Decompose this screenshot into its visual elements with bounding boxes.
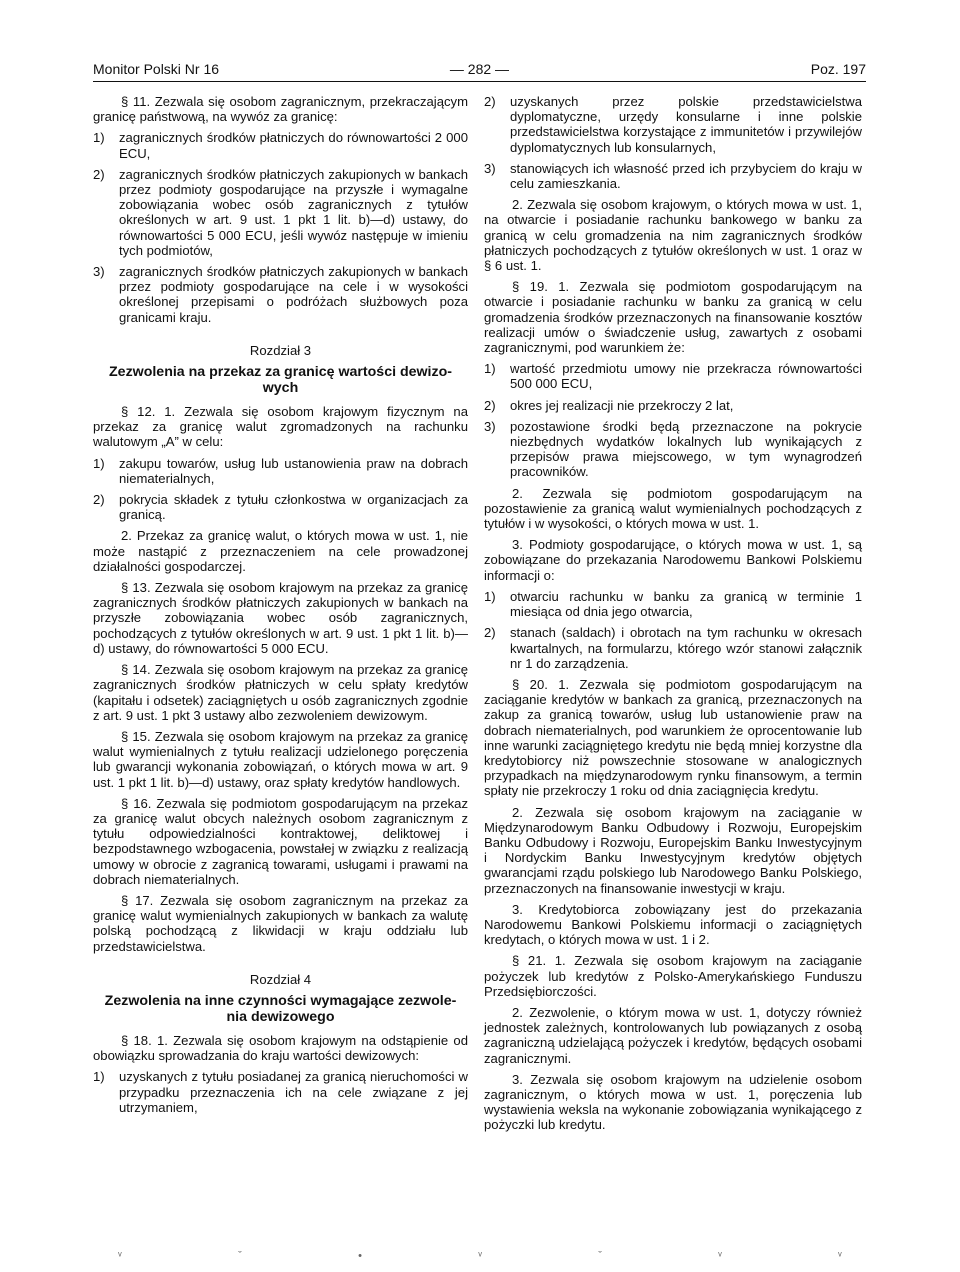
list-item-number: 1) bbox=[484, 361, 496, 377]
paragraph: § 20. 1. Zezwala się podmiotom gospodarującym na zaciąganie kredytów w bankach za granicą, przeznaczonych na zakup za granicą towarów, usług lub ustanowienie praw na dobrach niematerialnych, pod warunkiem że oprocentowanie lub inne warunki zaciągniętego kredytu nie będą mniej korzystne dla kredytobiorcy niż powszechnie stosowane w analogicznych przypadkach na międzynarodowym rynku finansowym, a termin spłaty nie przekroczy 1 roku od dnia zaciągnięcia kredytu. bbox=[484, 676, 862, 799]
paragraph: § 17. Zezwala się osobom zagranicznym na przekaz za granicę walut wymienialnych zakupionych w bankach za walutę polską pochodzącą z likwidacji w kraju oddziału lub przedstawicielstwa. bbox=[93, 892, 468, 954]
paragraph: § 14. Zezwala się osobom krajowym na przekaz za granicę zagranicznych środków płatniczych w celu spłaty kredytów (kapitału i odsetek) zaciągniętych u osób zagranicznych zgodnie z art. 9 ust. 1 pkt 3 ustawy albo zezwoleniem dewizowym. bbox=[93, 662, 468, 723]
list-item-text: stanach (saldach) i obrotach na tym rachunku w okresach kwartalnych, na formularzu, którego wzór stanowi załącznik nr 1 do zarządzenia. bbox=[510, 625, 862, 671]
chapter-title bbox=[93, 993, 468, 1025]
scan-mark: ᵛ bbox=[118, 1250, 122, 1262]
scan-mark: ˇ bbox=[598, 1250, 602, 1262]
list-item-text: zagranicznych środków płatniczych do równowartości 2 000 ECU, bbox=[119, 130, 468, 161]
chapter-label: Rozdział 4 bbox=[249, 971, 312, 987]
list-item-number: 2) bbox=[484, 94, 496, 109]
left-column bbox=[93, 94, 468, 1121]
paragraph: § 15. Zezwala się osobom krajowym na przekaz za granicę walut wymienialnych z tytułu realizacji udzielonego poręczenia lub gwarancji wykonania zobowiązań, o których mowa w art. 9 ust. 1 pkt 1 lit. b)—d) ustawy, oraz spłaty kredytów handlowych. bbox=[93, 728, 468, 790]
scan-mark: ᵛ bbox=[478, 1250, 482, 1262]
list-item bbox=[93, 167, 468, 258]
paragraph: § 21. 1. Zezwala się osobom krajowym na zaciąganie pożyczek lub kredytów z Polsko-Amerykańskiego Funduszu Przedsiębiorczości. bbox=[484, 953, 862, 999]
chapter-title-line: wych bbox=[262, 380, 299, 397]
scan-mark: ᵛ bbox=[838, 1250, 842, 1262]
paragraph: 2. Zezwolenie, o którym mowa w ust. 1, dotyczy również jednostek zależnych, kontrolowanych lub powiązanych z osobą zagraniczną udzielającą pożyczek i kredytów, będących osobami zagranicznymi. bbox=[484, 1004, 862, 1066]
list-item-text: stanowiących ich własność przed ich przybyciem do kraju w celu zamieszkania. bbox=[510, 160, 862, 192]
list-item bbox=[93, 1069, 468, 1115]
scan-mark: ˇ bbox=[238, 1250, 242, 1262]
header-rule bbox=[93, 81, 866, 82]
list-item-text: uzyskanych z tytułu posiadanej za granicą nieruchomości w przypadku przeznaczenia ich na cele związane z jej utrzymaniem, bbox=[119, 1069, 468, 1115]
publication-title: Monitor Polski Nr 16 bbox=[93, 61, 220, 77]
paragraph: 2. Przekaz za granicę walut, o których mowa w ust. 1, nie może nastąpić z przeznaczeniem na cele prowadzonej działalności gospodarczej. bbox=[93, 528, 468, 574]
list-item bbox=[484, 94, 862, 155]
list-item bbox=[484, 625, 862, 671]
list-item bbox=[484, 419, 862, 480]
list-item bbox=[93, 264, 468, 325]
list-item-number: 1) bbox=[93, 455, 105, 471]
chapter-title-line: Zezwolenia na przekaz za granicę wartości dewizo- bbox=[109, 364, 452, 381]
scan-mark: ᵛ bbox=[718, 1250, 722, 1262]
list-item bbox=[93, 130, 468, 160]
paragraph: § 16. Zezwala się podmiotom gospodarującym na przekaz za granicę walut obcych należnych osobom zagranicznym z tytułu odpowiedzialności kontraktowej, deliktowej i bezpodstawnego wzbogacenia, powstałej w związku z realizacją umowy w obrocie z zagranicą towarami, usługami i prawami na dobrach niematerialnych. bbox=[93, 795, 468, 887]
list-item-number: 3) bbox=[484, 418, 496, 434]
list-item bbox=[93, 492, 468, 522]
list-item bbox=[93, 456, 468, 486]
chapter-label: Rozdział 3 bbox=[249, 342, 312, 358]
chapter-title bbox=[93, 364, 468, 396]
list-item-number: 2) bbox=[93, 492, 105, 508]
list-item bbox=[484, 161, 862, 191]
list-item bbox=[484, 589, 862, 619]
scan-marks bbox=[60, 1250, 900, 1266]
list-item-number: 2) bbox=[484, 397, 496, 413]
list-item-number: 1) bbox=[93, 1069, 105, 1085]
position-number: Poz. 197 bbox=[810, 61, 866, 77]
list-item-text: otwarciu rachunku w banku za granicą w terminie 1 miesiąca od dnia jego otwarcia, bbox=[510, 588, 862, 620]
paragraph: § 19. 1. Zezwala się podmiotom gospodarującym na otwarcie i posiadanie rachunku w banku za granicą w celu gromadzenia środków przeznaczonych na finansowanie kosztów realizacji umów o świadczenie usług, zawartych z osobami zagranicznymi, pod warunkiem że: bbox=[484, 279, 862, 356]
list-item bbox=[484, 361, 862, 391]
paragraph: 2. Zezwala się podmiotom gospodarującym na pozostawienie za granicą walut wymienialnych pochodzących z tytułów i w wysokości, o których mowa w ust. 1. bbox=[484, 485, 862, 532]
list-item-number: 2) bbox=[484, 625, 496, 641]
paragraph: § 11. Zezwala się osobom zagranicznym, przekraczającym granicę państwową, na wywóz za granicę: bbox=[93, 94, 468, 125]
chapter-title-line: Zezwolenia na inne czynności wymagające zezwole- bbox=[104, 992, 457, 1009]
list-item-number: 2) bbox=[93, 166, 105, 182]
paragraph: 2. Zezwala się osobom krajowym, o których mowa w ust. 1, na otwarcie i posiadanie rachunku bankowego w banku za granicą w celu gromadzenia na nim zagranicznych środków płatniczych pochodzących z tytułów określonych w ust. 1 oraz w § 6 ust. 1. bbox=[484, 197, 862, 274]
paragraph: 3. Kredytobiorca zobowiązany jest do przekazania Narodowemu Bankowi Polskiemu informacji o zaciągniętych kredytach, o których mowa w ust. 1 i 2. bbox=[484, 901, 862, 948]
list-item-text: wartość przedmiotu umowy nie przekracza równowartości 500 000 ECU, bbox=[510, 361, 862, 392]
list-item-number: 1) bbox=[93, 130, 105, 146]
list-item-text: pokrycia składek z tytułu członkostwa w organizacjach za granicą. bbox=[119, 492, 468, 523]
paragraph: 2. Zezwala się osobom krajowym na zaciąganie w Międzynarodowym Banku Odbudowy i Rozwoju, Europejskim Banku Odbudowy i Rozwoju, Europejskim Banku Inwestycyjnym i Nordyckim Banku Inwestycyjnym kredytów objętych gwarancjami rządu polskiego lub Narodowego Banku Polskiego, przeznaczonych na finansowanie inwestycji w kraju. bbox=[484, 804, 862, 896]
list-item-text: zakupu towarów, usług lub ustanowienia praw na dobrach niematerialnych, bbox=[119, 455, 468, 486]
page-number: — 282 — bbox=[449, 61, 510, 77]
list-item-text: okres jej realizacji nie przekroczy 2 lat, bbox=[510, 397, 734, 413]
list-item-text: zagranicznych środków płatniczych zakupionych w bankach przez podmioty gospodarujące na cele i w wysokości określonej przepisami o podróżach służbowych poza granicami kraju. bbox=[119, 264, 468, 325]
paragraph: § 18. 1. Zezwala się osobom krajowym na odstąpienie od obowiązku sprowadzania do kraju wartości dewizowych: bbox=[93, 1032, 468, 1064]
right-column bbox=[484, 94, 862, 1139]
page-header bbox=[93, 58, 866, 80]
list-item-text: zagranicznych środków płatniczych zakupionych w bankach przez podmioty gospodarujące na przyszłe i wymagalne zobowiązania wobec osób zagranicznych z tytułów określonych w art. 9 ust. 1 pkt 1 lit. b)—d) ustawy, do równowartości 5 000 ECU, jeśli wywóz następuje w imieniu tych podmiotów, bbox=[119, 166, 468, 258]
scan-mark: • bbox=[358, 1250, 362, 1262]
chapter-title-line: nia dewizowego bbox=[226, 1008, 335, 1025]
paragraph: § 13. Zezwala się osobom krajowym na przekaz za granicę zagranicznych środków płatniczych zakupionych w bankach na przyszłe zobowiązania wobec osób zagranicznych, pochodzących z tytułów określonych w art. 9 ust. 1 pkt 1 lit. b)—d) ustawy, do równowartości 5 000 ECU. bbox=[93, 580, 468, 656]
paragraph: § 12. 1. Zezwala się osobom krajowym fizycznym na przekaz za granicę walut zgromadzonych na rachunku walutowym „A” w celu: bbox=[93, 404, 468, 450]
list-item-number: 3) bbox=[484, 160, 496, 176]
list-item-number: 1) bbox=[484, 588, 496, 604]
paragraph: 3. Podmioty gospodarujące, o których mowa w ust. 1, są zobowiązane do przekazania Narodowemu Bankowi Polskiemu informacji o: bbox=[484, 537, 862, 583]
list-item-text: uzyskanych przez polskie przedstawicielstwa dyplomatyczne, urzędy konsularne i inne polskie przedstawicielstwa korzystające z immunitetów i przywilejów dyplomatycznych lub konsularnych, bbox=[510, 94, 862, 155]
paragraph: 3. Zezwala się osobom krajowym na udzielenie osobom zagranicznym, o których mowa w ust. 1, poręczenia lub wystawienia weksla na wykonanie zobowiązania wynikającego z pożyczki lub kredytu. bbox=[484, 1071, 862, 1133]
list-item-text: pozostawione środki będą przeznaczone na pokrycie niezbędnych wydatków lokalnych lub wynikających z przepisów prawa miejscowego, w tym wynagrodzeń pracowników. bbox=[510, 418, 862, 480]
list-item-number: 3) bbox=[93, 264, 105, 280]
list-item bbox=[484, 398, 862, 413]
